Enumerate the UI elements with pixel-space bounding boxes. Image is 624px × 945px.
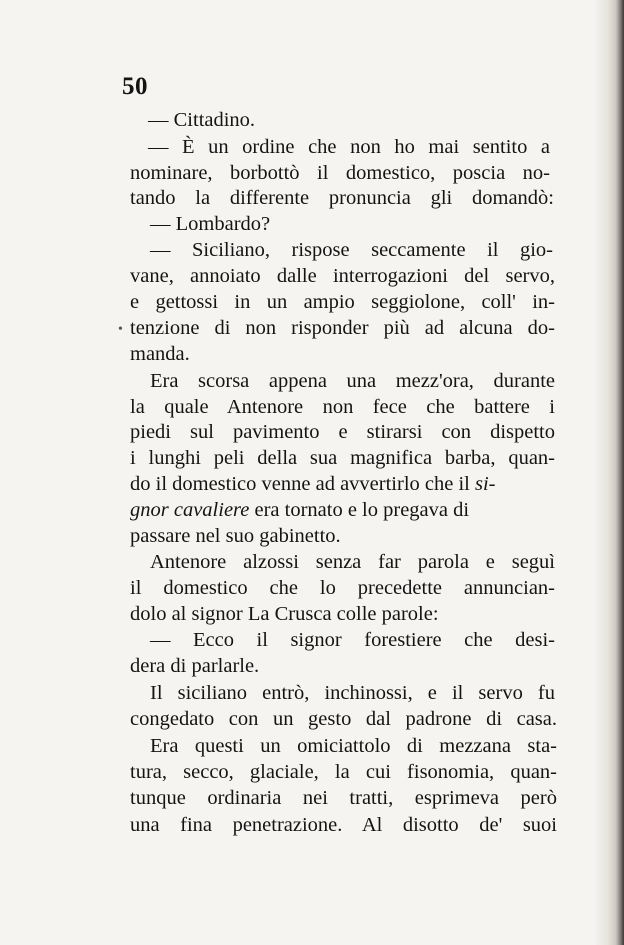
- text-line: Antenore alzossi senza far parola e seguì: [150, 551, 555, 573]
- italic-text-segment: gnor cavaliere: [130, 499, 250, 521]
- text-line: Era questi un omiciattolo di mezzana sta-: [150, 735, 557, 757]
- text-line: Era scorsa appena una mezz'ora, durante: [150, 370, 555, 392]
- text-line: la quale Antenore non fece che battere i: [130, 396, 555, 418]
- page-binding-edge: [596, 0, 624, 945]
- text-line: tando la differente pronuncia gli domandò:: [130, 187, 554, 209]
- italic-text-segment: si-: [474, 473, 496, 495]
- text-line: piedi sul pavimento e stirarsi con dispetto: [130, 421, 555, 443]
- text-line: — Siciliano, rispose seccamente il gio-: [150, 239, 553, 261]
- text-line: e gettossi in un ampio seggiolone, coll' in-: [130, 291, 555, 313]
- text-line: congedato con un gesto dal padrone di casa.: [130, 708, 557, 730]
- text-line: il domestico che lo precedette annuncian-: [130, 577, 555, 599]
- text-line: [130, 500, 469, 521]
- text-segment: era tornato e lo pregava di: [249, 499, 470, 521]
- text-line: dolo al signor La Crusca colle parole:: [130, 603, 439, 625]
- text-line: [130, 474, 495, 495]
- text-line: Il siciliano entrò, inchinossi, e il servo fu: [150, 682, 555, 704]
- text-line: i lunghi peli della sua magnifica barba, quan-: [130, 447, 555, 469]
- text-line: nominare, borbottò il domestico, poscia no-: [130, 162, 550, 184]
- text-line: — Cittadino.: [148, 109, 256, 131]
- text-segment: do il domestico venne ad avvertirlo che il: [130, 473, 475, 495]
- text-line: vane, annoiato dalle interrogazioni del servo,: [130, 265, 555, 287]
- text-line: — È un ordine che non ho mai sentito a: [148, 136, 550, 158]
- text-line: tura, secco, glaciale, la cui fisonomia, quan-: [130, 761, 557, 783]
- text-line: tunque ordinaria nei tratti, esprimeva però: [130, 787, 557, 809]
- text-line: passare nel suo gabinetto.: [130, 525, 341, 547]
- text-line: una fina penetrazione. Al disotto de' suoi: [130, 814, 557, 836]
- margin-mark: •: [118, 322, 123, 337]
- text-line: tenzione di non risponder più ad alcuna do-: [130, 317, 555, 339]
- text-line: — Lombardo?: [150, 213, 271, 235]
- text-line: — Ecco il signor forestiere che desi-: [150, 629, 555, 651]
- text-line: dera di parlarle.: [130, 655, 260, 677]
- text-line: manda.: [130, 343, 190, 365]
- page-number: 50: [122, 73, 148, 100]
